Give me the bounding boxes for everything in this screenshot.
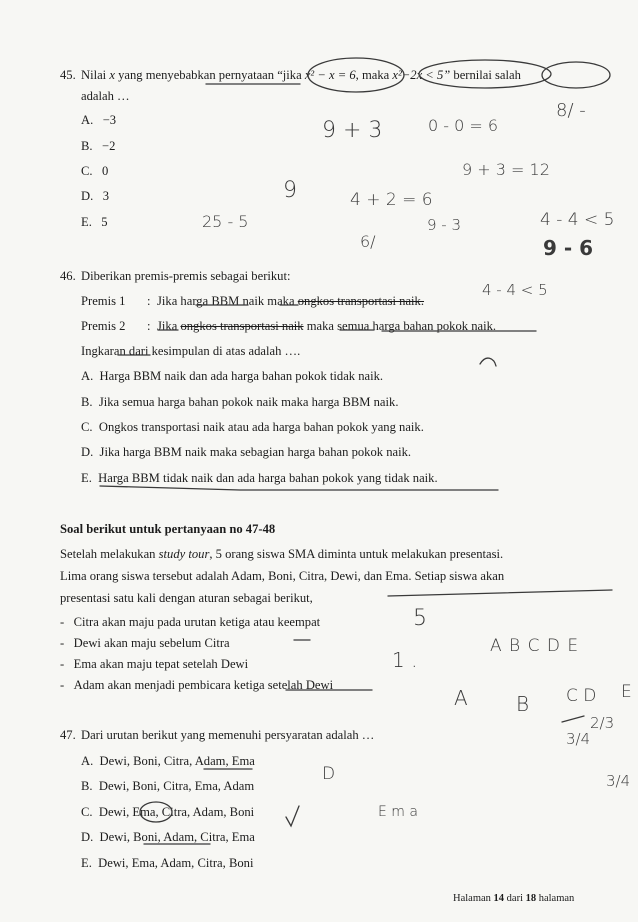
rule-item: - Ema akan maju tepat setelah Dewi — [60, 657, 249, 671]
premis-2-text: Jika ongkos transportasi naik maka semua harga bahan pokok naik. — [157, 319, 497, 333]
dash-mark — [562, 716, 584, 722]
option-b: B. Dewi, Boni, Citra, Ema, Adam — [81, 779, 255, 793]
premis-1-colon: : — [147, 294, 151, 308]
handwritten-note: 9 + 3 — [322, 118, 383, 143]
option-c: C. Ongkos transportasi naik atau ada harga bahan pokok yang naik. — [81, 420, 424, 434]
option-a: A. Harga BBM naik dan ada harga bahan pokok tidak naik. — [81, 369, 384, 383]
handwritten-note: 3/4 — [606, 772, 631, 790]
handwritten-note: D — [322, 764, 336, 784]
premis-1-label: Premis 1 — [81, 294, 126, 308]
handwritten-note: 3/4 — [566, 730, 591, 748]
section-heading: Soal berikut untuk pertanyaan no 47-48 — [60, 522, 276, 536]
page-footer: Halaman 14 dari 18 halaman — [453, 893, 575, 904]
paragraph-line-3: presentasi satu kali dengan aturan sebagai berikut, — [60, 591, 313, 605]
option-c: C. Dewi, Ema, Citra, Adam, Boni — [81, 805, 255, 819]
handwritten-note: A B C D E — [490, 636, 580, 656]
question-stem: Nilai x yang menyebabkan pernyataan “jika x² − x = 6, maka x²−2x < 5” bernilai salah — [81, 68, 521, 82]
question-stem: Dari urutan berikut yang memenuhi persyaratan adalah … — [81, 728, 375, 742]
question-stem-line2: adalah … — [81, 89, 130, 103]
paragraph-line-2: Lima orang siswa tersebut adalah Adam, Boni, Citra, Dewi, dan Ema. Setiap siswa akan — [60, 569, 505, 583]
handwritten-note: 5 — [413, 606, 427, 631]
circle-mark — [542, 62, 610, 88]
handwritten-note: 9 - 3 — [427, 216, 462, 234]
handwritten-note: 6/ — [360, 232, 376, 251]
rule-item: - Dewi akan maju sebelum Citra — [60, 636, 230, 650]
underline-mark — [100, 486, 498, 490]
option-d: D. 3 — [81, 189, 109, 203]
circle-mark — [308, 58, 404, 92]
handwritten-note: 1 . — [392, 648, 418, 672]
option-b: B. Jika semua harga bahan pokok naik maka harga BBM naik. — [81, 395, 399, 409]
option-e: E. Dewi, Ema, Adam, Citra, Boni — [81, 856, 254, 870]
handwritten-note: 2/3 — [590, 714, 615, 732]
handwritten-note: 0 - 0 = 6 — [428, 116, 499, 135]
premis-2-label: Premis 2 — [81, 319, 126, 333]
question-number: 46. — [60, 269, 76, 283]
handwritten-note: B — [516, 692, 530, 716]
question-stem: Diberikan premis-premis sebagai berikut: — [81, 269, 291, 283]
handwritten-note: 25 - 5 — [202, 212, 249, 231]
premis-1-text: Jika harga BBM naik maka ongkos transportasi naik. — [157, 294, 425, 308]
handwritten-note: 4 - 4 < 5 — [540, 210, 615, 230]
handwritten-note: 4 + 2 = 6 — [350, 190, 433, 210]
underline-mark — [388, 590, 612, 596]
option-c: C. 0 — [81, 164, 109, 178]
handwritten-note: 9 — [283, 178, 297, 203]
handwritten-note: 9 - 6 — [543, 236, 594, 260]
handwritten-note: 8/ - — [556, 100, 586, 121]
question-number: 47. — [60, 728, 76, 742]
option-e: E. Harga BBM tidak naik dan ada harga bahan pokok yang tidak naik. — [81, 471, 438, 485]
handwritten-note: 9 + 3 = 12 — [462, 160, 550, 179]
handwritten-note: C D — [566, 686, 597, 706]
scribble-mark — [480, 358, 496, 366]
check-mark — [286, 806, 299, 826]
option-b: B. −2 — [81, 139, 116, 153]
handwritten-note: 4 - 4 < 5 — [482, 281, 548, 299]
paragraph-line-1: Setelah melakukan study tour, 5 orang siswa SMA diminta untuk melakukan presentasi. — [60, 547, 504, 561]
handwritten-note: E m a — [378, 804, 418, 820]
circle-mark — [140, 802, 172, 822]
handwritten-note: E — [621, 682, 632, 702]
rule-item: - Citra akan maju pada urutan ketiga atau keempat — [60, 615, 321, 629]
option-d: D. Dewi, Boni, Adam, Citra, Ema — [81, 830, 255, 844]
premis-2-colon: : — [147, 319, 151, 333]
rule-item: - Adam akan menjadi pembicara ketiga setelah Dewi — [60, 678, 334, 692]
handwritten-note: A — [454, 686, 468, 710]
option-e: E. 5 — [81, 215, 108, 229]
option-a: A. Dewi, Boni, Citra, Adam, Ema — [81, 754, 255, 768]
circle-mark — [419, 60, 551, 88]
question-number: 45. — [60, 68, 76, 82]
option-d: D. Jika harga BBM naik maka sebagian harga bahan pokok naik. — [81, 445, 412, 459]
question-prompt: Ingkaran dari kesimpulan di atas adalah …. — [81, 344, 301, 358]
option-a: A. −3 — [81, 113, 117, 127]
